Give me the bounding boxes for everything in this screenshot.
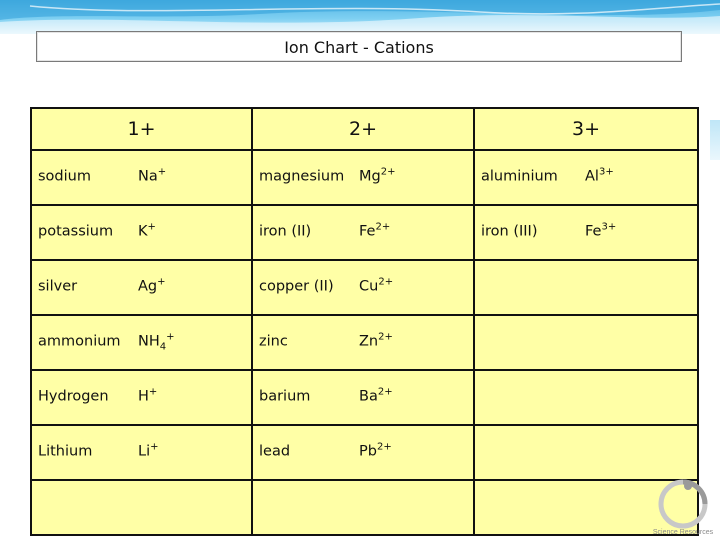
ion-symbol: Fe <box>585 222 602 239</box>
ion-formula <box>585 168 614 184</box>
table-row <box>31 260 698 315</box>
ion-symbol: Li <box>138 442 151 459</box>
ion-charge: + <box>157 166 167 178</box>
ion-symbol: Fe <box>359 222 376 239</box>
ion-charge: + <box>166 331 175 343</box>
ion-cell <box>252 370 474 425</box>
ion-formula <box>138 278 166 294</box>
ion-charge: 2+ <box>375 221 391 233</box>
ion-symbol: Ba <box>359 387 378 404</box>
ion-name: iron (II) <box>259 222 312 239</box>
ion-charge: + <box>147 221 156 233</box>
ion-formula <box>138 223 156 239</box>
header-1plus: 1+ <box>31 108 252 150</box>
ion-symbol: NH <box>138 332 160 349</box>
ion-symbol: Cu <box>359 277 379 294</box>
ion-charge: + <box>157 276 166 288</box>
ion-formula <box>138 443 159 459</box>
ion-formula <box>585 223 616 239</box>
ion-name: Hydrogen <box>38 387 109 404</box>
ion-symbol: Na <box>138 167 158 184</box>
ion-cell <box>31 260 252 315</box>
right-edge-decoration <box>710 120 720 160</box>
ion-charge: 2+ <box>376 441 392 453</box>
ion-subscript: 4 <box>159 340 167 352</box>
ion-name: iron (III) <box>481 222 538 239</box>
ion-cell <box>31 480 252 535</box>
header-row <box>31 108 698 150</box>
banner-wave-graphic <box>0 0 720 34</box>
header-3plus: 3+ <box>474 108 698 150</box>
ion-cell <box>31 205 252 260</box>
ion-name: Lithium <box>38 442 93 459</box>
ion-cell <box>31 370 252 425</box>
science-resources-logo <box>650 478 716 538</box>
ion-cell <box>474 370 698 425</box>
ion-name: silver <box>38 277 78 294</box>
ion-symbol: K <box>138 222 148 239</box>
ion-cell <box>31 150 252 205</box>
ion-cell <box>474 425 698 480</box>
ion-cell <box>474 150 698 205</box>
ion-symbol: Pb <box>359 442 377 459</box>
ion-cell <box>474 205 698 260</box>
ion-symbol: Ag <box>138 277 158 294</box>
ion-cell <box>252 480 474 535</box>
ion-formula <box>359 333 393 349</box>
ion-name: ammonium <box>38 332 121 349</box>
ion-name: lead <box>259 442 291 459</box>
ion-cell <box>252 205 474 260</box>
ion-formula <box>138 331 175 352</box>
ion-cell <box>474 315 698 370</box>
table-row <box>31 370 698 425</box>
table-row <box>31 425 698 480</box>
header-banner <box>0 0 720 34</box>
ion-formula <box>138 168 166 184</box>
ion-charge: 2+ <box>378 331 393 343</box>
ion-name: potassium <box>38 222 114 239</box>
ion-name: aluminium <box>481 167 558 184</box>
ion-formula <box>359 168 395 184</box>
ion-charge: 3+ <box>601 221 617 233</box>
ion-cell <box>252 150 474 205</box>
ion-name: copper (II) <box>259 277 334 294</box>
ion-name: sodium <box>38 167 91 184</box>
ion-charge: 2+ <box>378 276 394 288</box>
ion-cell <box>31 315 252 370</box>
ion-formula <box>359 278 393 294</box>
header-2plus: 2+ <box>252 108 474 150</box>
table-row <box>31 150 698 205</box>
ion-charge: 3+ <box>598 166 614 178</box>
ion-cell <box>252 260 474 315</box>
ion-formula <box>359 223 390 239</box>
ion-symbol: Zn <box>359 332 379 349</box>
ion-formula <box>359 388 393 404</box>
ion-cell <box>31 425 252 480</box>
table-row <box>31 315 698 370</box>
ion-name: zinc <box>259 332 288 349</box>
ion-formula <box>138 388 157 404</box>
ion-name: magnesium <box>259 167 345 184</box>
ion-symbol: Al <box>585 167 599 184</box>
ion-charge: 2+ <box>380 166 396 178</box>
ion-formula <box>359 443 392 459</box>
table-row <box>31 205 698 260</box>
page-title: Ion Chart - Cations <box>36 31 682 62</box>
ion-symbol: Mg <box>359 167 381 184</box>
ion-cell <box>252 425 474 480</box>
ion-cell <box>252 315 474 370</box>
table-row <box>31 480 698 535</box>
ion-charge: + <box>148 386 158 398</box>
ion-name: barium <box>259 387 311 404</box>
logo-text: Science Resources <box>652 529 714 536</box>
ion-charge: 2+ <box>377 386 393 398</box>
ion-symbol: H <box>138 387 149 404</box>
ion-charge: + <box>150 441 159 453</box>
cation-table <box>30 107 699 536</box>
ion-cell <box>474 260 698 315</box>
